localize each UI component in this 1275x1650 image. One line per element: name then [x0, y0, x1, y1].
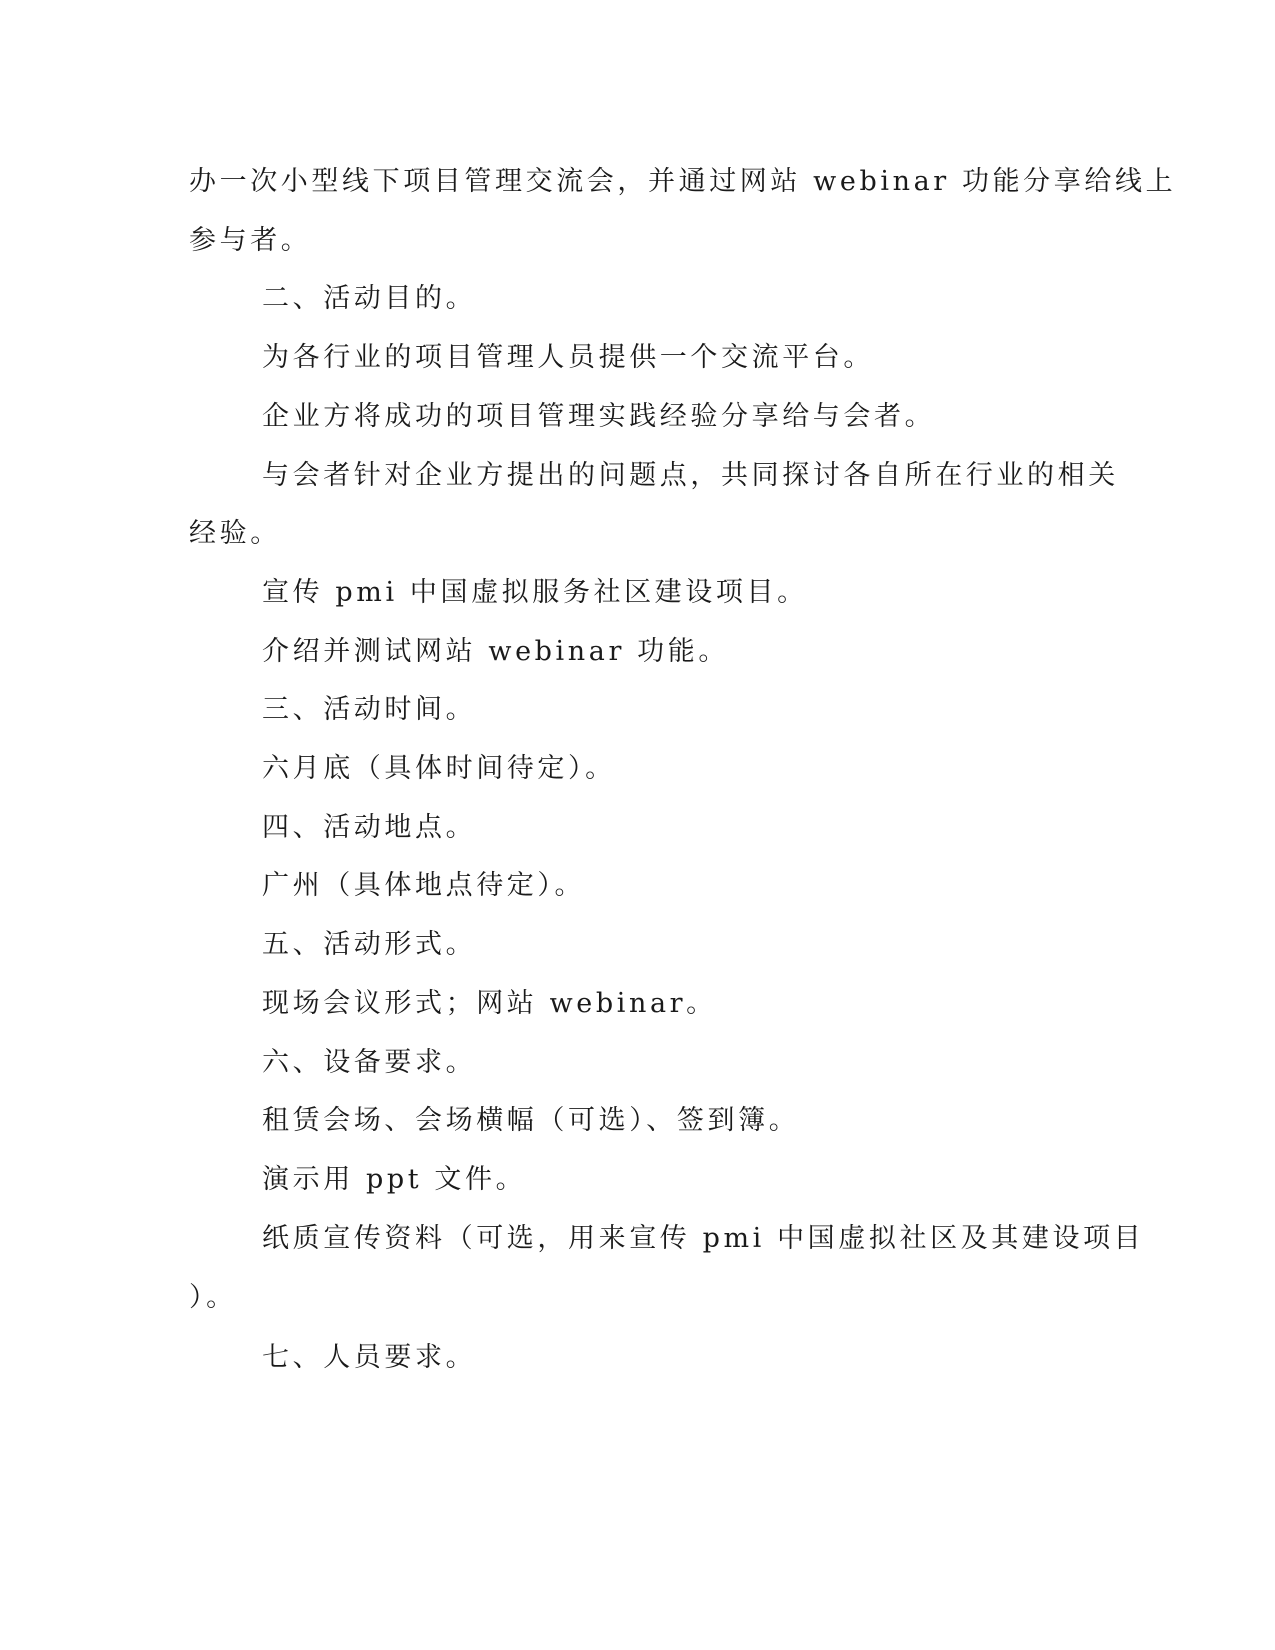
text-line: 现场会议形式；网站 webinar。: [262, 988, 717, 1019]
text-line: 广州（具体地点待定）。: [262, 870, 586, 901]
section-heading: 五、活动形式。: [262, 929, 477, 960]
text-line: 介绍并测试网站 webinar 功能。: [262, 636, 729, 667]
text-line: 宣传 pmi 中国虚拟服务社区建设项目。: [262, 577, 808, 608]
text-line: ）。: [189, 1282, 237, 1313]
text-line: 纸质宣传资料（可选，用来宣传 pmi 中国虚拟社区及其建设项目: [262, 1223, 1145, 1254]
section-heading: 二、活动目的。: [262, 283, 477, 314]
text-line: 参与者。: [189, 225, 312, 256]
section-heading: 三、活动时间。: [262, 694, 477, 725]
section-heading: 四、活动地点。: [262, 812, 477, 843]
text-line: 企业方将成功的项目管理实践经验分享给与会者。: [262, 401, 936, 432]
text-line: 租赁会场、会场横幅（可选）、签到簿。: [262, 1105, 800, 1136]
text-line: 与会者针对企业方提出的问题点，共同探讨各自所在行业的相关: [262, 460, 1119, 491]
text-line: 六月底（具体时间待定）。: [262, 753, 616, 784]
text-line: 演示用 ppt 文件。: [262, 1164, 527, 1195]
section-heading: 七、人员要求。: [262, 1342, 477, 1373]
text-line: 经验。: [189, 518, 281, 549]
text-line: 为各行业的项目管理人员提供一个交流平台。: [262, 342, 874, 373]
section-heading: 六、设备要求。: [262, 1047, 477, 1078]
text-line: 办一次小型线下项目管理交流会，并通过网站 webinar 功能分享给线上: [189, 166, 1177, 197]
